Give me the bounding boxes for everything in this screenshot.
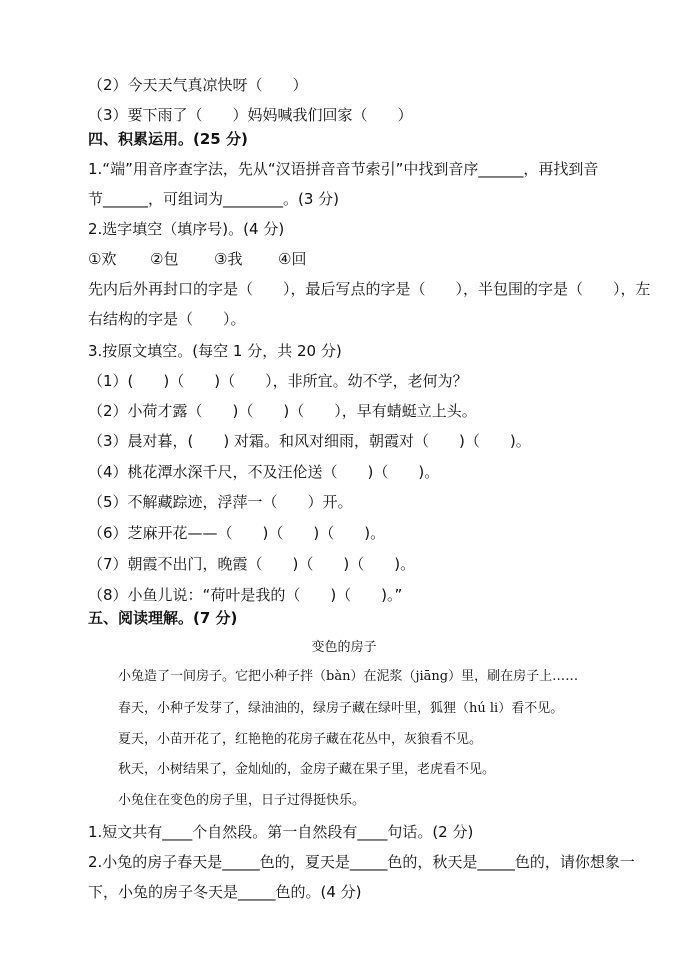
q1-line-2: 节______，可组词为________。(3 分) — [88, 190, 340, 208]
story-para-2: 春天，小种子发芽了，绿油油的，绿房子藏在绿叶里，狐狸（hú li）看不见。 — [118, 701, 564, 716]
q3-item-7: （7）朝霞不出门，晚霞（ )（ )（ )。 — [88, 555, 416, 573]
q3-item-8: （8）小鱼儿说：“荷叶是我的（ )（ )。” — [88, 586, 403, 604]
q2-line-2: 右结构的字是（ ）。 — [88, 310, 246, 328]
reading-q2-line-2: 下，小兔的房子冬天是_____色的。(4 分) — [88, 883, 362, 901]
story-para-5: 小兔住在变色的房子里，日子过得挺快乐。 — [118, 793, 366, 808]
reading-q2-line-1: 2.小兔的房子春天是_____色的，夏天是_____色的，秋天是_____色的，请你想象一 — [88, 853, 635, 871]
q3-item-6: （6）芝麻开花——（ )（ )（ )。 — [88, 524, 386, 542]
section3-item-2: （2）今天天气真凉快呀（ ） — [88, 76, 308, 94]
story-para-3: 夏天，小苗开花了，红艳艳的花房子藏在花丛中，灰狼看不见。 — [118, 732, 483, 747]
story-para-1: 小兔造了一间房子。它把小种子拌（bàn）在泥浆（jiāng）里，刷在房子上…… — [118, 669, 579, 684]
q2-line-1: 先内后外再封口的字是（ ），最后写点的字是（ ），半包围的字是（ ），左 — [88, 280, 651, 298]
q1-line-1: 1.“端”用音序查字法，先从“汉语拼音音节索引”中找到音序______，再找到音 — [88, 160, 599, 178]
q3-prompt: 3.按原文填空。(每空 1 分，共 20 分) — [88, 342, 342, 360]
option-2: ②包 — [150, 250, 179, 268]
reading-q1: 1.短文共有____个自然段。第一自然段有____句话。(2 分) — [88, 823, 474, 841]
option-1: ①欢 — [88, 250, 117, 268]
section4-heading: 四、积累运用。(25 分) — [88, 130, 248, 148]
section3-item-3: （3）要下雨了（ ）妈妈喊我们回家（ ） — [88, 106, 413, 124]
option-4: ④回 — [278, 250, 307, 268]
q3-item-4: （4）桃花潭水深千尺，不及汪伦送（ )（ )。 — [88, 463, 440, 481]
q3-item-5: （5）不解藏踪迹，浮萍一（ ）开。 — [88, 493, 353, 511]
option-3: ③我 — [214, 250, 243, 268]
story-title: 变色的房子 — [311, 640, 377, 655]
q3-item-2: （2）小荷才露（ )（ )（ ），早有蜻蜓立上头。 — [88, 402, 477, 420]
section5-heading: 五、阅读理解。(7 分) — [88, 609, 238, 627]
story-para-4: 秋天，小树结果了，金灿灿的，金房子藏在果子里，老虎看不见。 — [118, 762, 496, 777]
q3-item-3: （3）晨对暮，( ) 对霜。和风对细雨，朝霞对（ )（ )。 — [88, 432, 531, 450]
q2-prompt: 2.选字填空（填序号)。(4 分) — [88, 220, 285, 238]
q3-item-1: （1）( )（ )（ ），非所宜。幼不学，老何为？ — [88, 372, 468, 390]
